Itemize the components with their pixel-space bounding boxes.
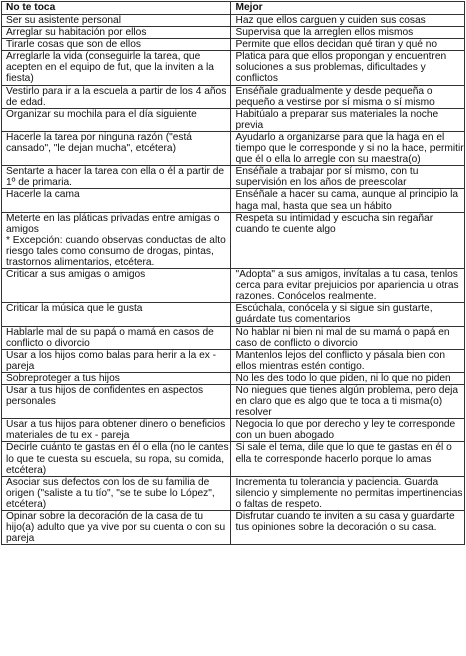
mejor-text: Permite que ellos decidan qué tiran y qué no xyxy=(235,39,438,51)
mejor-text: Incrementa tu tolerancia y paciencia. Guarda silencio y simplemente no permitas impertinencias o faltas de respeto. xyxy=(235,476,463,510)
header-mejor: Mejor xyxy=(231,2,465,15)
table-row xyxy=(2,51,465,85)
table-row xyxy=(2,85,465,108)
no-te-toca-text: Hacerle la cama xyxy=(6,189,80,201)
no-te-toca-text: Vestirlo para ir a la escuela a partir de los 4 años de edad. xyxy=(6,85,227,108)
exception-note: * Excepción: cuando observas conductas de alto riesgo tales como consumo de drogas, pintas, trastornos alimentarios, etcétera. xyxy=(6,234,226,268)
mejor-cell xyxy=(231,349,465,372)
mejor-cell xyxy=(231,511,465,545)
mejor-text: Ayudarlo a organizarse para que la haga en el tiempo que le corresponde y si no la hace, permitir que él o ella lo arregle con su maestra(o) xyxy=(235,131,464,166)
mejor-text: Negocia lo que por derecho y ley te corresponde con un buen abogado xyxy=(235,419,456,442)
mejor-cell xyxy=(231,85,465,108)
no-te-toca-text: Sobreproteger a tus hijos xyxy=(6,372,120,384)
table-row xyxy=(2,108,465,131)
mejor-text: Haz que ellos carguen y cuiden sus cosas xyxy=(235,15,426,26)
no-te-toca-cell xyxy=(2,51,231,85)
no-te-toca-cell xyxy=(2,85,231,108)
table-row xyxy=(2,349,465,372)
table-row xyxy=(2,212,465,268)
table-row xyxy=(2,442,465,476)
no-te-toca-cell xyxy=(2,269,231,303)
no-te-toca-text: Opinar sobre la decoración de la casa de tu hijo(a) adulto que ya vive por su cuenta o con su pareja xyxy=(6,511,226,545)
table-row xyxy=(2,511,465,545)
advice-table xyxy=(1,1,465,545)
no-te-toca-cell xyxy=(2,212,231,268)
mejor-cell xyxy=(231,442,465,476)
mejor-text: Supervisa que la arreglen ellos mismos xyxy=(235,27,414,39)
no-te-toca-text: Organizar su mochila para el día siguiente xyxy=(6,108,197,120)
mejor-cell xyxy=(231,326,465,349)
no-te-toca-cell xyxy=(2,476,231,510)
no-te-toca-cell xyxy=(2,372,231,384)
no-te-toca-text: Usar a tus hijos de confidentes en aspectos personales xyxy=(6,385,204,408)
mejor-cell xyxy=(231,212,465,268)
no-te-toca-cell xyxy=(2,189,231,212)
no-te-toca-text: Usar a tus hijos para obtener dinero o beneficios materiales de tu ex - pareja xyxy=(6,419,226,442)
mejor-text: No les des todo lo que piden, ni lo que no piden xyxy=(235,372,451,384)
mejor-text: Disfrutar cuando te inviten a su casa y guardarte tus opiniones sobre la decoración o su casa. xyxy=(235,511,455,534)
no-te-toca-cell xyxy=(2,419,231,442)
no-te-toca-cell xyxy=(2,303,231,326)
table-body xyxy=(2,15,465,545)
mejor-cell xyxy=(231,269,465,303)
table-row xyxy=(2,385,465,419)
no-te-toca-cell xyxy=(2,442,231,476)
no-te-toca-cell xyxy=(2,27,231,39)
no-te-toca-text: Tirarle cosas que son de ellos xyxy=(6,39,141,51)
table-row xyxy=(2,269,465,303)
no-te-toca-text: Hablarle mal de su papá o mamá en casos de conflicto o divorcio xyxy=(6,326,214,349)
no-te-toca-cell xyxy=(2,349,231,372)
no-te-toca-cell xyxy=(2,131,231,165)
table-row xyxy=(2,189,465,212)
mejor-cell xyxy=(231,51,465,85)
table-row xyxy=(2,131,465,165)
header-no-te-toca: No te toca xyxy=(2,2,231,15)
mejor-text: Enséñale a hacer su cama, aunque al principio la haga mal, hasta que sea un hábito xyxy=(235,189,459,212)
no-te-toca-text: Ser su asistente personal xyxy=(6,15,121,26)
no-te-toca-text: Hacerle la tarea por ninguna razón ("está cansado", "le dejan mucha", etcétera) xyxy=(6,131,192,155)
mejor-cell xyxy=(231,39,465,51)
mejor-text: "Adopta" a sus amigos, invítalas a tu casa, tenlos cerca para evitar prejuicios por apariencia u otras razones. Conócelos realmente. xyxy=(235,269,459,303)
table-row xyxy=(2,166,465,189)
no-te-toca-text: Decirle cuánto te gastas en él o ella (no le cantes lo que te cuesta su escuela, su ropa, su comida, etcétera) xyxy=(6,442,229,476)
mejor-cell xyxy=(231,166,465,189)
no-te-toca-cell xyxy=(2,108,231,131)
table-row xyxy=(2,39,465,51)
table-row xyxy=(2,419,465,442)
mejor-text: Platica para que ellos propongan y encuentren soluciones a sus problemas, dificultades y conflictos xyxy=(235,51,447,85)
mejor-cell xyxy=(231,131,465,165)
table-row xyxy=(2,15,465,27)
no-te-toca-text: Criticar la música que le gusta xyxy=(6,303,143,315)
mejor-cell xyxy=(231,189,465,212)
mejor-text: Escúchala, conócela y si sigue sin gustarte, guárdate tus comentarios xyxy=(235,303,433,326)
mejor-cell xyxy=(231,372,465,384)
mejor-cell xyxy=(231,27,465,39)
mejor-text: Respeta su intimidad y escucha sin regañar cuando te cuente algo xyxy=(235,212,434,235)
no-te-toca-cell xyxy=(2,385,231,419)
mejor-text: Habitúalo a preparar sus materiales la noche previa xyxy=(235,108,439,131)
table-row xyxy=(2,326,465,349)
no-te-toca-text: Sentarte a hacer la tarea con ella o él a partir de 1º de primaria. xyxy=(6,166,225,189)
no-te-toca-cell xyxy=(2,15,231,27)
header-row xyxy=(2,2,465,15)
mejor-text: Enséñale gradualmente y desde pequeña o pequeño a vestirse por sí misma o sí mismo xyxy=(235,85,435,108)
no-te-toca-cell xyxy=(2,166,231,189)
mejor-cell xyxy=(231,385,465,419)
no-te-toca-text: Meterte en las pláticas privadas entre amigas o amigos xyxy=(6,212,220,235)
table-row xyxy=(2,372,465,384)
no-te-toca-cell xyxy=(2,511,231,545)
mejor-text: No niegues que tienes algún problema, pero deja en claro que es algo que te toca a ti misma(o) resolver xyxy=(235,385,459,419)
no-te-toca-text: Arreglarle la vida (conseguirle la tarea, que acepten en el equipo de fut, que la inviten a la fiesta) xyxy=(6,51,214,85)
mejor-cell xyxy=(231,476,465,510)
mejor-cell xyxy=(231,303,465,326)
mejor-text: No hablar ni bien ni mal de su mamá o papá en caso de conflicto o divorcio xyxy=(235,326,450,349)
table-row xyxy=(2,27,465,39)
mejor-cell xyxy=(231,15,465,27)
mejor-text: Si sale el tema, dile que lo que te gastas en él o ella te corresponde hacerlo porque lo amas xyxy=(235,442,452,465)
no-te-toca-text: Usar a los hijos como balas para herir a la ex -pareja xyxy=(6,349,217,372)
table-row xyxy=(2,476,465,510)
no-te-toca-cell xyxy=(2,326,231,349)
mejor-cell xyxy=(231,108,465,131)
no-te-toca-text: Criticar a sus amigas o amigos xyxy=(6,269,146,281)
no-te-toca-text: Arreglar su habitación por ellos xyxy=(6,27,147,39)
no-te-toca-cell xyxy=(2,39,231,51)
mejor-text: Mantenlos lejos del conflicto y pásala bien con ellos mientras estén contigo. xyxy=(235,349,446,372)
no-te-toca-text: Asociar sus defectos con los de su familia de origen ("saliste a tu tío", "se te sube lo López", etcétera) xyxy=(6,476,215,510)
table-row xyxy=(2,303,465,326)
mejor-cell xyxy=(231,419,465,442)
mejor-text: Enséñale a trabajar por sí mismo, con tu supervisión en los años de preescolar xyxy=(235,166,419,189)
